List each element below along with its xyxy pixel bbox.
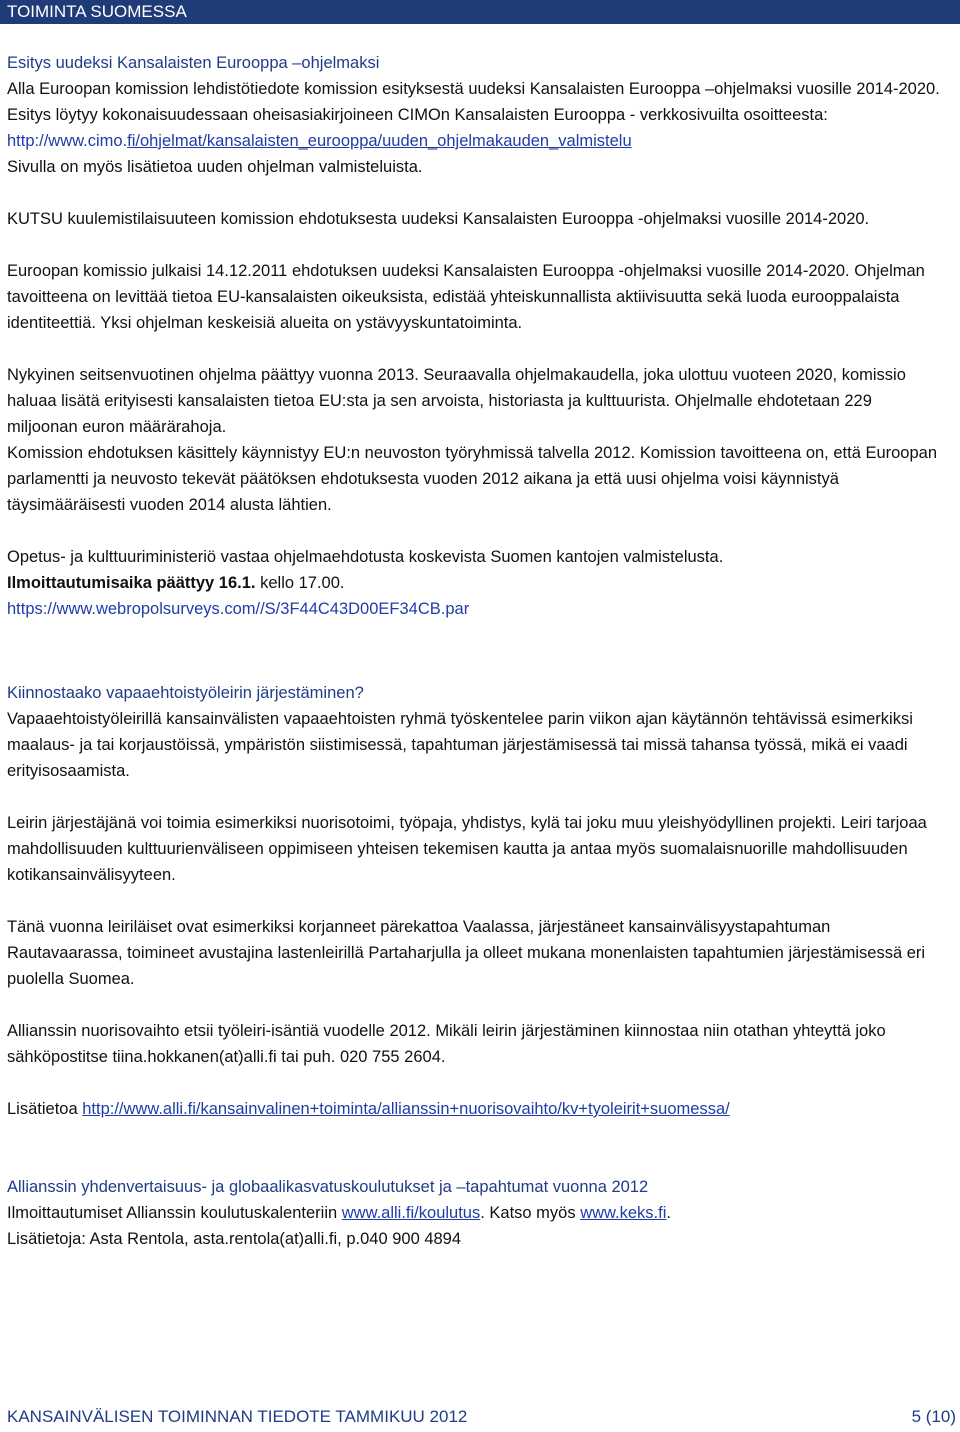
cimo-link-prefix[interactable]: http://www.cimo. [7, 132, 128, 150]
document-body [7, 50, 942, 1252]
paragraph: Euroopan komissio julkaisi 14.12.2011 ehdotuksen uudeksi Kansalaisten Eurooppa -ohjelmaksi vuosille 2014-2020. Ohjelman tavoitteena on levittää tietoa EU-kansalaisten oikeuksista, edistää yhteiskunnallista aktiivisuutta sekä luoda eurooppalaista identiteettiä. Yksi ohjelman keskeisiä alueita on ystävyyskuntatoiminta. [7, 262, 925, 332]
paragraph: Tänä vuonna leiriläiset ovat esimerkiksi korjanneet pärekattoa Vaalassa, järjestäneet kansainvälisyystapahtuman Rautavaarassa, toimineet avustajina lastenleirillä Partaharjulla ja olleet mukana monenlaisten tapahtumien järjestämisessä eri puolella Suomea. [7, 918, 926, 988]
section-trainings [7, 1174, 942, 1252]
page-number: 5 (10) [911, 1407, 956, 1426]
header-title: TOIMINTA SUOMESSA [7, 2, 187, 21]
section-title-trainings: Allianssin yhdenvertaisuus- ja globaalikasvatuskoulutukset ja –tapahtumat vuonna 2012 [7, 1178, 649, 1196]
cimo-link-line [7, 128, 942, 154]
see-also-text: . Katso myös [480, 1204, 581, 1222]
contact-line: Lisätietoja: Asta Rentola, asta.rentola(at)alli.fi, p.040 900 4894 [7, 1230, 462, 1248]
registration-text: Ilmoittautumiset Allianssin koulutuskalenteriin [7, 1204, 342, 1222]
paragraph: Leirin järjestäjänä voi toimia esimerkiksi nuorisotoimi, työpaja, yhdistys, kylä tai joku muu yleishyödyllinen projekti. Leiri tarjoaa mahdollisuuden kulttuurienväliseen oppimiseen yhteisen tekemisen kautta ja antaa myös suomalaisnuorille mahdollisuuden kotikansainvälisyyteen. [7, 814, 927, 884]
more-info-line [7, 1096, 942, 1122]
koulutus-link[interactable]: www.alli.fi/koulutus [341, 1204, 481, 1222]
paragraph: Vapaaehtoistyöleirillä kansainvälisten vapaaehtoisten ryhmä työskentelee parin viikon ajan käytännön tehtävissä esimerkiksi maalaus- ja tai korjaustöissä, ympäristön siistimisessä, tapahtuman järjestämisessä tai missä tahansa työssä, mikä ei vaadi erityisosaamista. [7, 710, 913, 780]
section-work-camp [7, 680, 942, 1122]
section-citizens-europe [7, 50, 942, 622]
deadline-bold: Ilmoittautumisaika päättyy 16.1. [7, 574, 256, 592]
section-title-work-camp: Kiinnostaako vapaaehtoistyöleirin järjestäminen? [7, 684, 364, 702]
more-info-label: Lisätietoa [7, 1100, 83, 1118]
paragraph: Sivulla on myös lisätietoa uuden ohjelman valmisteluista. [7, 158, 423, 176]
paragraph: Opetus- ja kulttuuriministeriö vastaa ohjelmaehdotusta koskevista Suomen kantojen valmistelusta. [7, 548, 724, 566]
registration-line [7, 1200, 942, 1226]
cimo-link[interactable]: fi/ohjelmat/kansalaisten_eurooppa/uuden_ohjelmakauden_valmistelu [127, 132, 632, 150]
registration-deadline [7, 570, 942, 596]
paragraph: Allianssin nuorisovaihto etsii työleiri-isäntiä vuodelle 2012. Mikäli leirin järjestäminen kiinnostaa niin otathan yhteyttä joko sähköpostitse tiina.hokkanen(at)alli.fi tai puh. 020 755 2604. [7, 1022, 886, 1066]
survey-link[interactable]: https://www.webropolsurveys.com//S/3F44C43D00EF34CB.par [7, 600, 470, 618]
paragraph: KUTSU kuulemistilaisuuteen komission ehdotuksesta uudeksi Kansalaisten Eurooppa -ohjelmaksi vuosille 2014-2020. [7, 210, 870, 228]
survey-link-line [7, 596, 942, 622]
page-footer [7, 1405, 956, 1429]
keks-link[interactable]: www.keks.fi [580, 1204, 667, 1222]
page-header [0, 0, 960, 24]
paragraph: Nykyinen seitsenvuotinen ohjelma päättyy vuonna 2013. Seuraavalla ohjelmakaudella, joka ulottuu vuoteen 2020, komissio haluaa lisätä erityisesti kansalaisten tietoa EU:sta ja sen arvoista, historiasta ja kulttuurista. Ohjelmalle ehdotetaan 229 miljoonan euron määrärahoja. [7, 366, 906, 436]
period: . [666, 1204, 671, 1222]
paragraph: Alla Euroopan komission lehdistötiedote komission esityksestä uudeksi Kansalaisten Eurooppa –ohjelmaksi vuosille 2014-2020. Esitys löytyy kokonaisuudessaan oheisasiakirjoineen CIMOn Kansalaisten Eurooppa - verkkosivuilta osoitteesta: [7, 80, 940, 124]
section-title-citizens-europe: Esitys uudeksi Kansalaisten Eurooppa –ohjelmaksi [7, 54, 380, 72]
paragraph: Komission ehdotuksen käsittely käynnistyy EU:n neuvoston työryhmissä talvella 2012. Komission tavoitteena on, että Euroopan parlamentti ja neuvosto tekevät päätöksen ehdotuksesta vuoden 2012 aikana ja että uusi ohjelma voisi käynnistyä täysimääräisesti vuoden 2014 alusta lähtien. [7, 444, 938, 514]
footer-title: KANSAINVÄLISEN TOIMINNAN TIEDOTE TAMMIKUU 2012 [7, 1407, 468, 1426]
deadline-time: kello 17.00. [255, 574, 345, 592]
more-info-link[interactable]: http://www.alli.fi/kansainvalinen+toiminta/allianssin+nuorisovaihto/kv+tyoleirit+suomessa/ [82, 1100, 730, 1118]
